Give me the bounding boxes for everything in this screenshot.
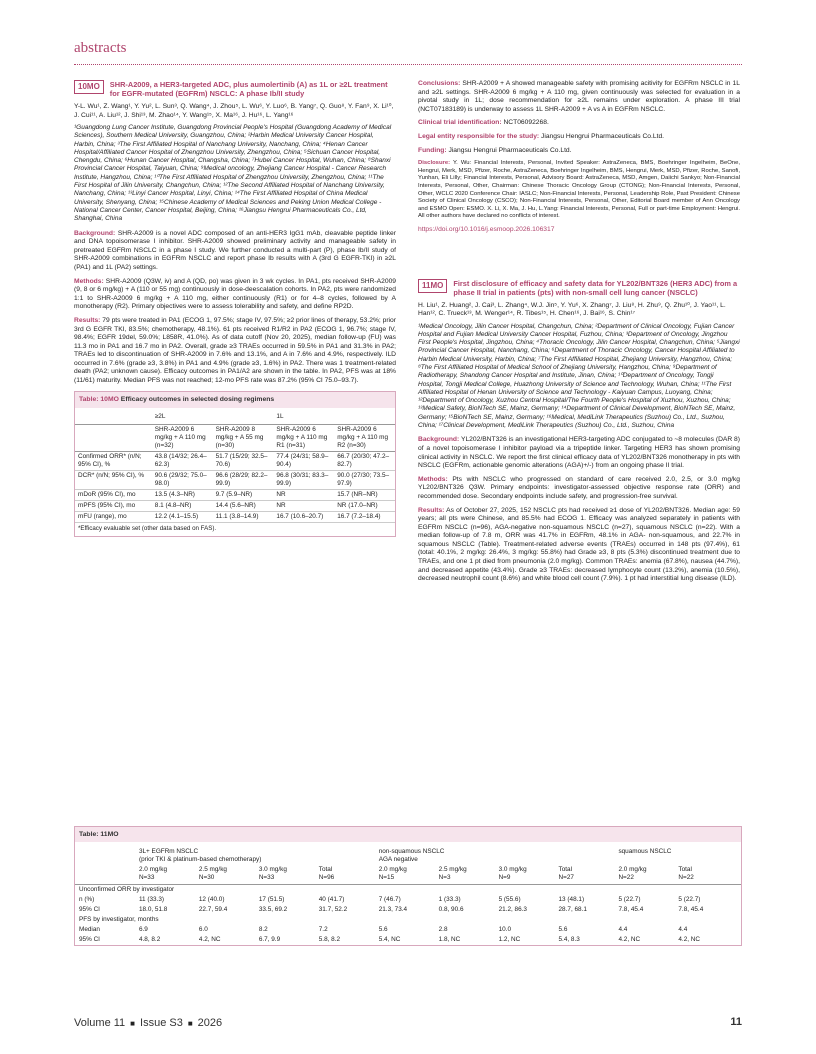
table-cell: 96.8 (30/31; 83.3–99.9) bbox=[273, 471, 334, 490]
results-section bbox=[418, 507, 740, 584]
abstract-id-badge: 11MO bbox=[418, 279, 447, 293]
abstract-title: First disclosure of efficacy and safety data for YL202/BNT326 (HER3 ADC) from a phase II trial in patients (pts) with non-small cell lung cancer (NSCLC) bbox=[453, 278, 738, 297]
right-column bbox=[418, 80, 740, 589]
page-number: 11 bbox=[730, 1016, 742, 1028]
section-label: Results: bbox=[418, 506, 445, 514]
volume-label: Volume 11 bbox=[74, 1017, 126, 1029]
table-row bbox=[75, 490, 395, 501]
section-label: Unconfirmed ORR by investigator bbox=[75, 885, 741, 896]
results-section bbox=[74, 317, 396, 386]
background-section bbox=[418, 436, 740, 470]
table-row bbox=[75, 512, 395, 523]
table-cell: 5.6 bbox=[558, 926, 568, 933]
affiliation-list: ¹Medical Oncology, Jilin Cancer Hospital, Changchun, China; ²Department of Clinical Oncology, Fujian Cancer Hospital and Fujian Medical University Cancer Hospital, Fuzhou, China; ³Department of Oncology, Jingzhou First People's Hospital, Jingzhou, China; ⁴Thoracic Oncology, Jilin Cancer Hospital, Changchun, China; ⁵Jiangxi Provincial Cancer Hospital, Nanchang, China; ⁶Department of Thoracic Oncology, Cancer Hospital Affiliated to Harbin Medical University, Harbin, China; ⁷The First Affiliated Hospital, Zhejiang University, Hangzhou, China; ⁸The First Affiliated Hospital of Medical School of Zhejiang University, Hangzhou, China; ⁹Department of Radiotherapy, Shandong Cancer Hospital and Institute, Jinan, China; ¹⁰Department of Oncology, Tongji Hospital, Tongji Medical College, Huazhong University of Science and Technology, Wuhan, China; ¹¹The First Affiliated Hospital of Henan University of Science and Technology - Kaiyuan Campus, Luoyang, China; ¹²Department of Oncology, Xuzhou Central Hospital/The Fourth People's Hospital of Xuzhou, Xuzhou, China; ¹³Medical Safety, BioNTech SE, Mainz, Germany; ¹⁴Department of Clinical Development, BioNTech SE, Mainz, Germany; ¹⁵BioNTech SE, Mainz, Germany; ¹⁶Medical, MediLink Therapeutics (Suzhou) Co., Ltd., Suzhou, China; ¹⁷Clinical Development, MediLink Therapeutics (Suzhou) Co., Ltd., Suzhou, China bbox=[418, 322, 740, 430]
table-cell: 31.7, 52.2 bbox=[318, 906, 348, 913]
section-text: SHR-A2009 (Q3W, iv) and A (QD, po) was given in 3 wk cycles. In PA1, pts received SHR-A2009 (9, 8 or 6 mg/kg) + A (110 or 55 mg) continuously in dose-deescalation cohorts. In PA2, pts were randomized 1:1 to SHR-A2009 6 mg/kg + A 110 mg, either continuously (R1) or for 4–8 cycles, followed by A monotherapy (R2). Primary objectives were to assess tolerability and safety, and define RP2D. bbox=[74, 277, 397, 311]
affiliation-list: ¹Guangdong Lung Cancer Institute, Guangdong Provincial People's Hospital (Guangdong Academy of Medical Sciences), Southern Medical University, Guangzhou, China; ²Harbin Medical University Cancer Hospital, Harbin, China; ³The First Affiliated Hospital of Nanchang University, Nanchang, China; ⁴Henan Cancer Hospital/Affiliated Cancer Hospital of Zhengzhou University, Zhengzhou, China; ⁵Sichuan Cancer Hospital, Chengdu, China; ⁶Hunan Cancer Hospital, Changsha, China; ⁷Hubei Cancer Hospital, Wuhan, China; ⁸Shanxi Provincial Cancer Hospital, Taiyuan, China; ⁹Medical oncology, Zhejiang Cancer Hospital - Cancer Research Institute, Hangzhou, China; ¹⁰The First Affiliated Hospital of Zhengzhou University, Zhengzhou, China; ¹¹The First Hospital of Jilin University, Changchun, China; ¹²The Second Affiliated Hospital of Nanchang University, Nanchang, China; ¹³Linyi Cancer Hospital, Linyi, China; ¹⁴The First Affiliated Hospital of China Medical University, Shenyang, China; ¹⁵Chinese Academy of Medical Sciences and Peking Union Medical College - National Cancer Center, Cancer Hospital, Beijing, China; ¹⁶Jiangsu Hengrui Pharmaceuticals Co., Ltd, Shanghai, China bbox=[74, 124, 392, 223]
table-cell: 28.7, 68.1 bbox=[558, 906, 587, 913]
table-cell: 4.4 bbox=[678, 926, 688, 933]
section-label: PFS by investigator, months bbox=[79, 916, 159, 923]
table-cell: 5.6 bbox=[378, 926, 388, 933]
table-row bbox=[75, 501, 395, 512]
section-text: NCT06092268. bbox=[503, 119, 549, 127]
table-cell: 21.2, 86.3 bbox=[498, 906, 527, 913]
column-header: 2.0 mg/kg N=22 bbox=[614, 865, 674, 885]
table-cell: 2.8 bbox=[438, 926, 448, 933]
table-cell: 7.8, 45.4 bbox=[678, 906, 704, 913]
table-row bbox=[75, 905, 741, 915]
table-row bbox=[75, 925, 741, 935]
table-cell: 40 (41.7) bbox=[318, 896, 345, 903]
row-label: DCR* (n/N; 95% CI), % bbox=[75, 471, 152, 490]
table-cell: 7.8, 45.4 bbox=[618, 906, 644, 913]
row-label: 95% CI bbox=[79, 936, 100, 943]
table-cell: 1.2, NC bbox=[498, 936, 521, 943]
table-cell: 8.1 (4.8–NR) bbox=[152, 501, 213, 512]
section-row bbox=[75, 915, 741, 925]
section-label: Disclosure: bbox=[418, 160, 451, 167]
table-cell: 0.8, 90.6 bbox=[438, 906, 464, 913]
table-cell: NR bbox=[273, 501, 334, 512]
row-label: 95% CI bbox=[79, 906, 100, 913]
section-text: Pts with NSCLC who progressed on standard of care received 2.0, 2.5, or 3.0 mg/kg YL202/BNT326 Q3W. Primary endpoints: investigator-assessed objective response rate (ORR) and recommended dose. Secondary endpoints include safety, and progression-free survival. bbox=[418, 475, 740, 500]
left-column bbox=[74, 80, 396, 537]
table-cell: 90.6 (29/32; 75.0–98.0) bbox=[152, 471, 213, 490]
disclosure-section bbox=[418, 160, 740, 221]
column-header: Total N=27 bbox=[555, 865, 615, 885]
table-cell: 16.7 (10.6–20.7) bbox=[273, 512, 334, 523]
issue-label: Issue S3 bbox=[140, 1017, 183, 1029]
table-cell: 11 (33.3) bbox=[138, 896, 165, 903]
group-header: 3L+ EGFRm NSCLC (prior TKI & platinum-based chemotherapy) bbox=[138, 848, 262, 863]
section-text: YL202/BNT326 is an investigational HER3-targeting ADC conjugated to ~8 molecules (DAR 8) of a novel topoisomerase I inhibitor payload via a tripeptide linker. Targeting HER3 has shown promising clinical activity in NSCLC. We report the first clinical efficacy data of YL202/BNT326 monotherapy in pts with NSCLC (EGFRm, actionable genomic alterations (AGA)+/-) from an ongoing phase II trial. bbox=[418, 436, 740, 470]
table-cell: 96.6 (28/29; 82.2–99.9) bbox=[213, 471, 274, 490]
table-cell: 16.7 (7.2–18.4) bbox=[334, 512, 395, 523]
table-cell: 43.8 (14/32; 26.4–62.3) bbox=[152, 452, 213, 471]
author-list: Y-L. Wu¹, Z. Wang¹, Y. Yu², L. Sun³, Q. Wang⁴, J. Zhou⁵, L. Wu⁶, Y. Luo⁶, B. Yang⁷, Q. Guo⁸, Y. Fan⁹, X. Li¹⁰, J. Cui¹¹, A. Liu¹², J. Shi¹³, M. Zhao¹⁴, Y. Wang¹⁵, X. Ma¹⁶, J. Hu¹⁶, L. Yang¹⁶ bbox=[74, 103, 394, 119]
orr-pfs-table bbox=[75, 842, 741, 945]
column-header: SHR-A2009 6 mg/kg + A 110 mg R1 (n=31) bbox=[273, 425, 334, 452]
abstract-11-header bbox=[418, 279, 740, 297]
table-cell: 7.2 bbox=[318, 926, 328, 933]
table-cell: 13 (48.1) bbox=[558, 896, 585, 903]
doi-link[interactable]: https://doi.org/10.1016/j.esmoop.2026.106317 bbox=[418, 225, 555, 233]
row-label: Confirmed ORR* (n/N; 95% CI), % bbox=[75, 452, 152, 471]
table-cell: 5 (22.7) bbox=[618, 896, 641, 903]
section-text: Jiangsu Hengrui Pharmaceuticals Co.Ltd. bbox=[541, 132, 665, 140]
table-cell: 15.7 (NR–NR) bbox=[334, 490, 395, 501]
table-cell: 5.4, 8.3 bbox=[558, 936, 580, 943]
table-cell: 21.3, 73.4 bbox=[378, 906, 408, 913]
table-label: Table: 10MO bbox=[79, 395, 119, 403]
table-cell: 8.2 bbox=[258, 926, 268, 933]
table-11mo bbox=[74, 826, 742, 946]
table-cell: 1.8, NC bbox=[438, 936, 461, 943]
section-label: Background: bbox=[418, 436, 460, 444]
table-cell: NR bbox=[273, 490, 334, 501]
section-text: 79 pts were treated in PA1 (ECOG 1, 97.5%; stage IV, 97.5%; ≥2 prior lines of therapy, 53.2%; prior 3rd G EGFR TKI, 83.5%; chemotherapy, 48.1%). 61 pts received R1/R2 in PA2 (ECOG 1, 96.7%; stage IV, 98.4%; EGFR 19del, 59.0%; L858R, 41.0%). As of data cutoff (Nov 20, 2025), median follow-up (FU) was 11.3 mo in PA1 and 16.7 mo in PA2. Overall, grade ≥3 TRAEs occurred in 59.5% in PA1 and 31.3% in PA2; TRAEs led to discontinuation of SHR-A2009 in 7.6% and 13.1%, and A in 7.6% and 4.9%, respectively. ILD occurred in 7.6% (grade ≥3, 3.8%) in PA1 and 4.9% (grade ≥3, 1.6%) in PA2. There was 1 treatment-related death (PA2; unknown cause). Efficacy outcomes in PA1/A2 are shown in the table. In PA2, PFS was at 18% (11/61) maturity. Median PFS was not reached; 12-mo PFS rate was 87.2% (95% CI 75.0–93.7). bbox=[74, 316, 396, 385]
legal-entity bbox=[418, 133, 740, 142]
year-label: 2026 bbox=[197, 1017, 223, 1029]
column-header: 3.0 mg/kg N=33 bbox=[255, 865, 315, 885]
square-separator-icon: ■ bbox=[187, 1019, 193, 1028]
methods-section bbox=[74, 278, 396, 312]
section-text: Y. Wu: Financial Interests, Personal, Invited Speaker: AstraZeneca, BMS, Boehringer Ingelheim, BeOne, Hengrui, Merk, MSD, Pfizer, Roche, AstraZeneca, Boehringer Ingelheim, BMS, Hengrui, Merk, MSD, Pfizer, Roche, Sanofi, Yunhan, Eli Lilly; Financial Interests, Personal, Advisory Board: AstraZeneca, MSD, Amgen, Daiichi Sankyo; Non-Financial Interests, Personal, Other, Chairman: Chinese Thoracic Oncology Group (CTONG); Non-Financial Interests, Personal, Other, WCLC 2020 Conference Chair: IASLC; Non-Financial Interests, Personal, Leadership Role, Past President: Chinese Society of Clinical Oncology (CSCO); Non-Financial Interests, Personal, Other, Editorial Board member of Ann Oncology and ESMO Open: ESMO. X. Li, X. Ma, J. Hu, L.Yang: Financial Interests, Personal, Full or part-time Employment: Hengrui. All other authors have declared no conflicts of interest. bbox=[418, 160, 740, 220]
table-cell: 13.5 (4.3–NR) bbox=[152, 490, 213, 501]
table-cell: 33.5, 69.2 bbox=[258, 906, 288, 913]
table-10mo bbox=[74, 391, 396, 537]
table-title: Table: 11MO bbox=[75, 827, 741, 842]
table-cell: 7 (46.7) bbox=[378, 896, 401, 903]
column-header: 2.5 mg/kg N=3 bbox=[435, 865, 495, 885]
group-header: non-squamous NSCLC AGA negative bbox=[378, 848, 445, 863]
table-cell: 6.9 bbox=[138, 926, 148, 933]
funding-section bbox=[418, 147, 740, 156]
table-cell: 18.0, 51.8 bbox=[138, 906, 168, 913]
section-label: Methods: bbox=[74, 277, 104, 285]
table-cell: 4.2, NC bbox=[678, 936, 701, 943]
table-footnote: *Efficacy evaluable set (other data based on FAS). bbox=[78, 525, 217, 533]
table-row bbox=[75, 935, 741, 945]
table-cell: 4.4 bbox=[618, 926, 628, 933]
column-header: Total N=22 bbox=[674, 865, 741, 885]
efficacy-table bbox=[75, 408, 395, 523]
table-cell: 11.1 (3.8–14.9) bbox=[213, 512, 274, 523]
row-label: mPFS (95% CI), mo bbox=[75, 501, 152, 512]
journal-footer bbox=[74, 1017, 222, 1029]
table-cell: 5.8, 8.2 bbox=[318, 936, 341, 943]
row-label: mFU (range), mo bbox=[75, 512, 152, 523]
table-cell: 90.0 (27/30; 73.5–97.9) bbox=[334, 471, 395, 490]
group-header: ≥2L bbox=[154, 413, 166, 421]
section-label: Results: bbox=[74, 316, 101, 324]
table-cell: 9.7 (5.9–NR) bbox=[213, 490, 274, 501]
column-header: 2.5 mg/kg N=30 bbox=[195, 865, 255, 885]
square-separator-icon: ■ bbox=[130, 1019, 136, 1028]
trial-identification bbox=[418, 119, 740, 128]
table-cell: 12.2 (4.1–15.5) bbox=[152, 512, 213, 523]
table-cell: 22.7, 59.4 bbox=[198, 906, 228, 913]
section-text: Jiangsu Hengrui Pharmaceuticals Co.Ltd. bbox=[448, 146, 572, 154]
column-header: 2.0 mg/kg N=15 bbox=[375, 865, 435, 885]
column-header: SHR-A2009 6 mg/kg + A 110 mg R2 (n=30) bbox=[334, 425, 395, 452]
author-list: H. Liu¹, Z. Huang², J. Cai³, L. Zhang⁴, W.J. Jin⁵, Y. Yu⁶, X. Zhang⁷, J. Liu⁸, H. Zhu⁹, Q. Zhu¹⁰, J. Yao¹¹, L. Han¹², C. Trueck¹³, M. Wenger¹⁴, R. Tibes¹⁵, H. Chen¹⁶, J. Bai¹⁶, S. Chin¹⁷ bbox=[418, 301, 726, 317]
section-text: SHR-A2009 + A showed manageable safety with promising acitivity for EGFRm NSCLC in 1L and ≥2L settings. SHR-A2009 6 mg/kg + A 110 mg, given continuously was selected for evaluation in a pivotal study in 1L; dose recommendation for ≥2L remains under exploration. A phase III trial (NCT07183189) is underway to assess 1L SHR-A2009 + A vs A in EGFRm NSCLC. bbox=[418, 80, 740, 113]
table-cell: 4.2, NC bbox=[198, 936, 221, 943]
group-header: 1L bbox=[276, 413, 284, 421]
section-label: Methods: bbox=[418, 475, 448, 483]
table-cell: NR (17.0–NR) bbox=[334, 501, 395, 512]
section-label: Conclusions: bbox=[418, 80, 461, 87]
table-cell: 5 (55.6) bbox=[498, 896, 521, 903]
methods-section bbox=[418, 476, 740, 502]
column-header: 3.0 mg/kg N=9 bbox=[495, 865, 555, 885]
table-cell: 5 (22.7) bbox=[678, 896, 701, 903]
table-cell: 1 (33.3) bbox=[438, 896, 461, 903]
section-label: Clinical trial identification: bbox=[418, 119, 502, 127]
table-cell: 66.7 (20/30; 47.2–82.7) bbox=[334, 452, 395, 471]
group-header: squamous NSCLC bbox=[618, 848, 672, 855]
column-header: Total N=96 bbox=[315, 865, 375, 885]
table-cell: 4.8, 8.2 bbox=[138, 936, 161, 943]
conclusions-section bbox=[418, 80, 740, 114]
abstract-id-badge: 10MO bbox=[74, 80, 104, 94]
table-cell: 12 (40.0) bbox=[198, 896, 225, 903]
running-head: abstracts bbox=[74, 40, 127, 56]
section-label: Background: bbox=[74, 229, 116, 237]
table-cell: 51.7 (15/29; 32.5–70.6) bbox=[213, 452, 274, 471]
table-cell: 5.4, NC bbox=[378, 936, 401, 943]
table-cell: 17 (51.5) bbox=[258, 896, 285, 903]
abstract-10-header bbox=[74, 80, 396, 98]
table-row bbox=[75, 452, 395, 471]
row-label: Median bbox=[79, 926, 100, 933]
abstract-title: SHR-A2009, a HER3-targeted ADC, plus aumolertinib (A) as 1L or ≥2L treatment for EGFR-mutated (EGFRm) NSCLC: A phase Ib/II study bbox=[109, 80, 388, 98]
section-row bbox=[75, 885, 741, 896]
table-caption: Efficacy outcomes in selected dosing regimens bbox=[118, 395, 275, 403]
table-row bbox=[75, 895, 741, 905]
table-cell: 77.4 (24/31; 58.9–90.4) bbox=[273, 452, 334, 471]
row-label: n (%) bbox=[79, 896, 95, 903]
row-label: mDoR (95% CI), mo bbox=[75, 490, 152, 501]
table-cell: 14.4 (5.6–NR) bbox=[213, 501, 274, 512]
table-cell: 6.0 bbox=[198, 926, 208, 933]
background-section bbox=[74, 230, 396, 273]
section-text: As of October 27, 2025, 152 NSCLC pts had received ≥1 dose of YL202/BNT326. Median age: 59 years; all pts were Chinese, and 85.5% had ECOG 1. Efficacy was analyzed separately in patients with EGFRm NSCLC (n=96), AGA-negative non-squamous NSCLC (n=27), squamous NSCLC (n=22). With a median follow-up of 7.8 m, ORR was 41.7% in EGFRm, 48.1% in AGA- non-squamous, and 22.7% in squamous NSCLC (Table). Treatment-related adverse events (TRAEs) occurred in 148 pts (97.4%), 61 (total: 40.1%, 2 mg/kg: 26.4%, 3 mg/kg: 55.8%) had Grade ≥3, 8 pts (5.3%) discontinued treatment due to TRAEs, and one 1 pt died from pneumonia (2.0 mg/kg). Common TRAEs: anemia (67.8%), nausea (44.7%), and decreased appetite (43.4%). Grade ≥3 TRAEs: decreased lymphocyte count (13.2%), anemia (10.5%), decreased neutrophil count (8.6%) and white blood cell count (7.9%). 1 pt had interstitial lung disease (ILD). bbox=[418, 506, 740, 583]
table-title bbox=[75, 392, 395, 409]
table-cell: 4.2, NC bbox=[618, 936, 641, 943]
section-label: Funding: bbox=[418, 146, 447, 154]
table-cell: 6.7, 9.9 bbox=[258, 936, 281, 943]
table-row bbox=[75, 471, 395, 490]
section-label: Legal entity responsible for the study: bbox=[418, 132, 540, 140]
column-header: SHR-A2009 6 mg/kg + A 110 mg (n=32) bbox=[152, 425, 213, 452]
section-text: SHR-A2009 is a novel ADC composed of an anti-HER3 IgG1 mAb, cleavable peptide linker and DNA topoisomerase I inhibitor. SHR-A2009 showed preliminary activity and manageable safety in pretreated EGFRm NSCLC in a phase I study. We further conducted a multi-part (P), phase Ib/II study of SHR-A2009 combinations in EGFRm NSCLC and report phase Ib results with A (3rd G EGFR-TKI) in ≥2L (PA1) and 1L (PA2) settings. bbox=[74, 229, 396, 271]
column-header: SHR-A2009 8 mg/kg + A 55 mg (n=30) bbox=[213, 425, 274, 452]
column-header: 2.0 mg/kg N=33 bbox=[135, 865, 195, 885]
header-divider bbox=[74, 64, 742, 65]
table-cell: 10.0 bbox=[498, 926, 512, 933]
